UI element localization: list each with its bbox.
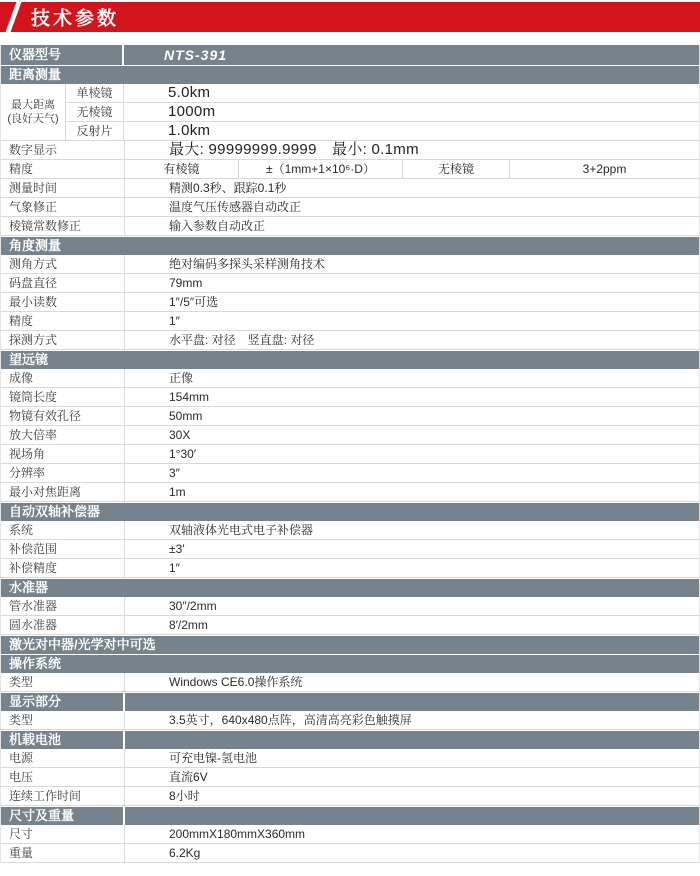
spec-row xyxy=(1,293,699,312)
spec-label: 尺寸 xyxy=(1,825,125,843)
spec-row xyxy=(1,540,699,559)
spec-value: 1″ xyxy=(169,561,180,575)
group-label-line: (良好天气) xyxy=(7,113,59,125)
spec-sections xyxy=(1,66,699,863)
spec-row xyxy=(1,844,699,863)
spec-row xyxy=(1,616,699,635)
spec-label: 测量时间 xyxy=(1,179,125,197)
spec-row xyxy=(1,787,699,806)
section-header: 距离测量 xyxy=(1,66,699,84)
spec-row xyxy=(1,369,699,388)
spec-label: 连续工作时间 xyxy=(1,787,125,805)
spec-row xyxy=(1,198,699,217)
model-row xyxy=(1,45,699,65)
spec-label: 放大倍率 xyxy=(1,426,125,444)
spec-label: 测角方式 xyxy=(1,255,125,273)
spec-row xyxy=(1,768,699,787)
spec-value: ±3′ xyxy=(169,542,185,556)
spec-row xyxy=(1,825,699,844)
spec-label: 类型 xyxy=(1,673,125,691)
spec-row xyxy=(1,483,699,502)
spec-value: 5.0km xyxy=(168,84,211,101)
spec-cell: 无棱镜 xyxy=(403,160,510,178)
spec-row xyxy=(1,445,699,464)
spec-label: 电压 xyxy=(1,768,125,786)
spec-row xyxy=(1,407,699,426)
group-label xyxy=(1,84,66,140)
spec-label: 物镜有效孔径 xyxy=(1,407,125,425)
spec-label: 视场角 xyxy=(1,445,125,463)
spec-row xyxy=(1,749,699,768)
spec-value: 绝对编码多探头采样测角技术 xyxy=(169,257,326,271)
spec-value: 8′/2mm xyxy=(169,618,208,632)
spec-label: 精度 xyxy=(1,312,125,330)
spec-label: 气象修正 xyxy=(1,198,125,216)
spec-row xyxy=(1,141,699,160)
spec-label: 系统 xyxy=(1,521,125,539)
spec-sublabel: 无棱镜 xyxy=(66,103,124,121)
spec-value: 双轴液体光电式电子补偿器 xyxy=(169,523,314,537)
section-header: 尺寸及重量 xyxy=(1,807,699,825)
spec-value: 1″/5″可选 xyxy=(169,295,219,309)
spec-label: 码盘直径 xyxy=(1,274,125,292)
page-title: 技术参数 xyxy=(31,8,120,30)
spec-sublabel: 反射片 xyxy=(66,122,124,140)
spec-value: 1″ xyxy=(169,314,180,328)
spec-cell: ±（1mm+1×10⁶·D） xyxy=(239,160,403,178)
spec-value: 200mmX180mmX360mm xyxy=(169,827,306,841)
banner-slash-decoration xyxy=(5,1,22,33)
spec-value: 最大: 99999999.9999 最小: 0.1mm xyxy=(169,141,419,158)
spec-value: 1000m xyxy=(168,103,216,120)
model-label: 仪器型号 xyxy=(1,45,124,65)
group-subrows xyxy=(66,84,699,140)
spec-row xyxy=(1,255,699,274)
spec-sheet xyxy=(0,2,700,876)
spec-value: 154mm xyxy=(169,390,210,404)
spec-value: 正像 xyxy=(169,371,194,385)
spec-value: 水平盘: 对径 竖直盘: 对径 xyxy=(169,333,315,347)
section-header: 水准器 xyxy=(1,579,699,597)
spec-label: 圆水准器 xyxy=(1,616,125,634)
spec-label: 成像 xyxy=(1,369,125,387)
spec-label: 补偿范围 xyxy=(1,540,125,558)
spec-value: 1.0km xyxy=(168,122,211,139)
spec-row xyxy=(1,179,699,198)
spec-cell-values xyxy=(125,160,699,178)
spec-value: 1m xyxy=(169,485,186,499)
group-label-line: 最大距离 xyxy=(11,99,55,111)
spec-value: 1°30′ xyxy=(169,447,197,461)
spec-label: 镜筒长度 xyxy=(1,388,125,406)
spec-label: 电源 xyxy=(1,749,125,767)
spec-cell: 有棱镜 xyxy=(125,160,239,178)
section-header: 望远镜 xyxy=(1,351,699,369)
model-value: NTS-391 xyxy=(164,47,228,63)
spec-row xyxy=(1,464,699,483)
spec-subrow xyxy=(66,122,699,140)
spec-row xyxy=(1,388,699,407)
spec-cell: 3+2ppm xyxy=(582,162,627,176)
spec-value: 3″ xyxy=(169,466,180,480)
spec-row xyxy=(1,331,699,350)
section-banner xyxy=(0,2,700,32)
spec-row xyxy=(1,521,699,540)
section-header: 机载电池 xyxy=(1,731,699,749)
spec-value: 6.2Kg xyxy=(169,846,201,860)
section-header: 激光对中器/光学对中可选 xyxy=(1,636,699,654)
spec-label: 管水准器 xyxy=(1,597,125,615)
spec-value: 3.5英寸，640x480点阵，高清高亮彩色触摸屏 xyxy=(169,713,412,727)
spec-subrow xyxy=(66,103,699,122)
section-header: 角度测量 xyxy=(1,237,699,255)
spec-value: 精测0.3秒、跟踪0.1秒 xyxy=(169,181,287,195)
spec-value: 50mm xyxy=(169,409,203,423)
spec-value: 可充电镍-氢电池 xyxy=(169,751,257,765)
spec-row xyxy=(1,274,699,293)
spec-label: 补偿精度 xyxy=(1,559,125,577)
section-header: 显示部分 xyxy=(1,693,699,711)
spec-label: 棱镜常数修正 xyxy=(1,217,125,235)
spec-value: 30″/2mm xyxy=(169,599,217,613)
spec-sublabel: 单棱镜 xyxy=(66,84,124,102)
spec-row xyxy=(1,217,699,236)
spec-table xyxy=(0,45,700,863)
spec-value: 直流6V xyxy=(169,770,208,784)
spec-value: 输入参数自动改正 xyxy=(169,219,266,233)
spec-row xyxy=(1,597,699,616)
spec-row xyxy=(1,312,699,331)
spec-label: 最小读数 xyxy=(1,293,125,311)
spec-value: 30X xyxy=(169,428,191,442)
spec-value: 79mm xyxy=(169,276,203,290)
spec-value: Windows CE6.0操作系统 xyxy=(169,675,303,689)
spec-row xyxy=(1,711,699,730)
section-header: 自动双轴补偿器 xyxy=(1,503,699,521)
spec-row xyxy=(1,673,699,692)
spec-label: 探测方式 xyxy=(1,331,125,349)
section-header: 操作系统 xyxy=(1,655,699,673)
spec-row xyxy=(1,559,699,578)
spec-value: 温度气压传感器自动改正 xyxy=(169,200,302,214)
spec-value: 8小时 xyxy=(169,789,200,803)
spec-label: 最小对焦距离 xyxy=(1,483,125,501)
spec-label: 精度 xyxy=(1,160,125,178)
spec-row xyxy=(1,426,699,445)
spec-label: 类型 xyxy=(1,711,125,729)
spec-subrow xyxy=(66,84,699,103)
spec-label: 分辨率 xyxy=(1,464,125,482)
spec-label: 重量 xyxy=(1,844,125,862)
spec-row xyxy=(1,160,699,179)
spec-group-row xyxy=(1,84,699,141)
spec-label: 数字显示 xyxy=(1,141,125,159)
